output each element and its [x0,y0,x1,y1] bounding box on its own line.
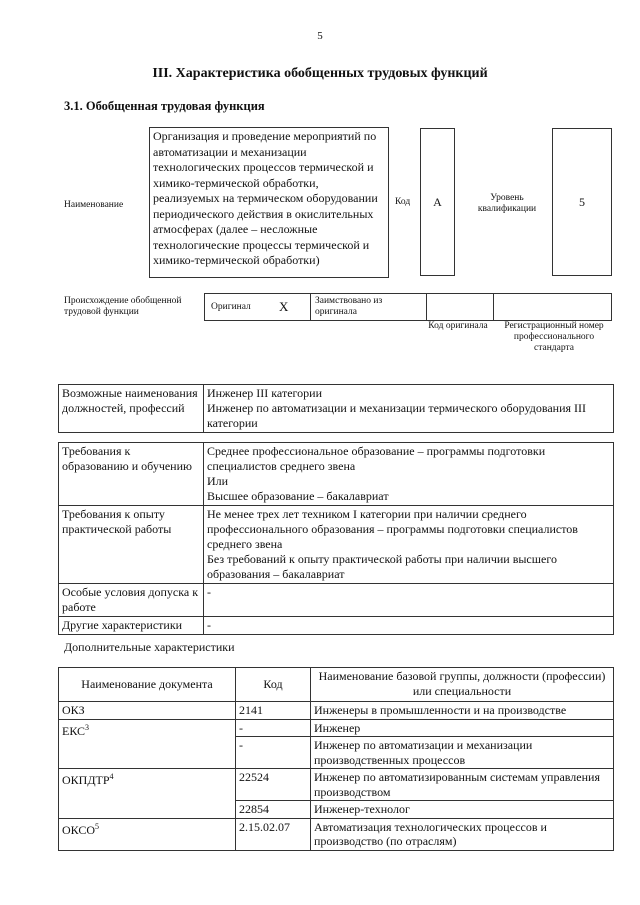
header-name: Наименование базовой группы, должности (профессии) или специальности [311,668,614,702]
function-name-box [149,127,389,278]
level-value: 5 [579,194,585,209]
table-row [59,443,614,506]
table-row [59,702,614,720]
origin-label: Происхождение обобщенной трудовой функции [64,296,182,317]
education-or: Или [207,474,229,488]
name-cell: Инженер по автоматизированным системам управления производством [311,769,614,801]
table-row [59,385,614,433]
page-number: 5 [317,30,323,42]
positions-line: Инженер III категории [207,386,322,400]
education-text: Среднее профессиональное образование – программы подготовки специалистов среднего звена [207,444,546,473]
reg-number-label: Регистрационный номер профессионального стандарта [504,321,604,353]
doc-cell: ОКЗ [59,702,236,720]
experience-text: Не менее трех лет техником I категории при наличии среднего профессионального образования – программы подготовки специалистов среднего звена [207,507,578,551]
header-doc: Наименование документа [59,668,236,702]
table-row [59,719,614,737]
positions-value [204,385,614,433]
footnote-mark: 5 [95,821,100,831]
experience-text: Без требований к опыту практической работы при наличии высшего образования – бакалавриат [207,552,557,581]
other-label: Другие характеристики [59,617,204,635]
origin-borrowed: Заимствовано из оригинала [315,296,383,317]
experience-value [204,506,614,584]
education-value [204,443,614,506]
doc-cell [59,769,236,819]
level-label: Уровень квалификации [477,193,537,214]
origin-divider [310,293,311,321]
name-cell: Автоматизация технологических процессов и производство (по отраслям) [311,818,614,850]
footnote-mark: 3 [85,722,90,732]
table-row [59,506,614,584]
origin-mark: X [279,299,289,314]
table-row [59,769,614,801]
doc-cell [59,719,236,769]
table-row [59,818,614,850]
name-cell: Инженеры в промышленности и на производстве [311,702,614,720]
origin-box [204,293,612,321]
function-name-value: Организация и проведение мероприятий по автоматизации и механизации технологических процессов термической и химико-термической обработки, реализуемых на термическом оборудовании периодического действия в окислительных атмосферах (далее – несложные технологические процессы термической и химико-термической обработки) [153,129,378,267]
experience-label: Требования к опыту практической работы [59,506,204,584]
subsection-title: 3.1. Обобщенная трудовая функция [64,99,265,113]
doc-name: ОКСО [62,822,96,837]
requirements-table [58,442,614,635]
code-cell: 2141 [236,702,311,720]
origin-divider [426,293,427,321]
conditions-label: Особые условия допуска к работе [59,584,204,617]
code-cell: 22854 [236,801,311,819]
code-label: Код [395,197,411,207]
name-label: Наименование [64,200,124,210]
name-cell: Инженер-технолог [311,801,614,819]
conditions-value: - [204,584,614,617]
table-row [59,617,614,635]
name-cell: Инженер [311,719,614,737]
header-code: Код [236,668,311,702]
code-cell: 2.15.02.07 [236,818,311,850]
code-cell: - [236,719,311,737]
positions-table [58,384,614,433]
education-alt: Высшее образование – бакалавриат [207,489,389,503]
code-original-label: Код оригинала [428,321,488,331]
positions-label: Возможные наименования должностей, профессий [59,385,204,433]
level-box [552,128,612,276]
table-row [59,584,614,617]
additional-table [58,667,614,851]
section-title: III. Характеристика обобщенных трудовых функций [152,66,488,81]
code-cell: 22524 [236,769,311,801]
code-box [420,128,455,276]
table-header-row [59,668,614,702]
positions-line: Инженер по автоматизации и механизации термического оборудования III категории [207,401,587,430]
code-value: А [433,194,442,209]
education-label: Требования к образованию и обучению [59,443,204,506]
other-value: - [204,617,614,635]
name-cell: Инженер по автоматизации и механизации производственных процессов [311,737,614,769]
doc-cell [59,818,236,850]
origin-divider [493,293,494,321]
doc-name: ОКПДТР [62,773,110,787]
code-cell: - [236,737,311,769]
doc-name: ЕКС [62,723,86,738]
footnote-mark: 4 [109,772,114,781]
origin-original: Оригинал [211,302,251,312]
additional-title: Дополнительные характеристики [64,640,235,654]
